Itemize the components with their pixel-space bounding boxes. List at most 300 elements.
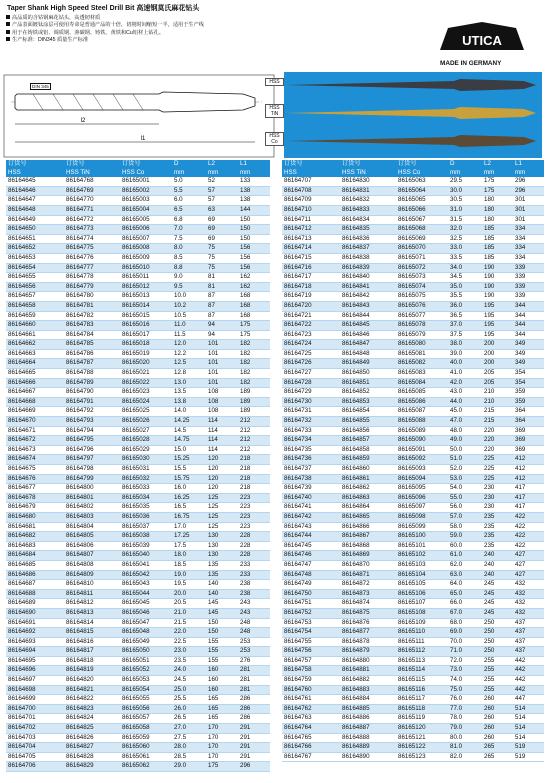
cell-order-co: 86165056 (120, 704, 172, 714)
cell-diameter: 62.0 (448, 560, 482, 570)
cell-order-tin: 86164813 (64, 608, 120, 618)
bullet-square-icon (6, 37, 10, 41)
cell-l1: 339 (513, 263, 544, 273)
cell-l2: 200 (482, 359, 513, 369)
table-row (6, 656, 270, 666)
cell-order-co: 86165008 (120, 244, 172, 254)
cell-order-co: 86165053 (120, 676, 172, 686)
cell-l1: 339 (513, 282, 544, 292)
table-row (6, 618, 270, 628)
cell-l1: 412 (513, 474, 544, 484)
cell-l2: 150 (206, 628, 238, 638)
cell-order-hss: 86164754 (282, 628, 340, 638)
cell-order-co: 86165115 (396, 676, 448, 686)
cell-l2: 145 (206, 599, 238, 609)
cell-order-tin: 86164878 (340, 637, 396, 647)
cell-order-co: 86165120 (396, 724, 448, 734)
cell-l2: 165 (206, 704, 238, 714)
cell-order-hss: 86164658 (6, 301, 64, 311)
cell-order-tin: 86164857 (340, 436, 396, 446)
table-header-row (6, 160, 270, 169)
cell-l1: 442 (513, 666, 544, 676)
cell-order-hss: 86164758 (282, 666, 340, 676)
cell-diameter: 73.0 (448, 666, 482, 676)
cell-l2: 69 (206, 215, 238, 225)
cell-l2: 120 (206, 455, 238, 465)
table-row (282, 388, 544, 398)
cell-order-tin: 86164782 (64, 311, 120, 321)
cell-l2: 69 (206, 225, 238, 235)
cell-order-tin: 86164855 (340, 417, 396, 427)
cell-order-co: 86165033 (120, 484, 172, 494)
cell-order-co: 86165026 (120, 417, 172, 427)
cell-l1: 349 (513, 349, 544, 359)
cell-diameter: 75.0 (448, 685, 482, 695)
cell-order-tin: 86164805 (64, 532, 120, 542)
cell-order-tin: 86164822 (64, 695, 120, 705)
cell-order-hss: 86164686 (6, 570, 64, 580)
cell-l2: 195 (482, 321, 513, 331)
cell-diameter: 8.8 (172, 263, 206, 273)
cell-order-tin: 86164856 (340, 426, 396, 436)
brand-name: UTICA (462, 33, 502, 48)
cell-l2: 230 (482, 503, 513, 513)
table-row (282, 618, 544, 628)
cell-order-co: 86165003 (120, 196, 172, 206)
cell-order-tin: 86164825 (64, 724, 120, 734)
cell-order-hss: 86164711 (282, 215, 340, 225)
cell-diameter: 12.0 (172, 340, 206, 350)
cell-l1: 218 (238, 455, 270, 465)
cell-order-co: 86165122 (396, 743, 448, 753)
cell-l1: 334 (513, 253, 544, 263)
table-row (282, 560, 544, 570)
cell-l2: 235 (482, 541, 513, 551)
table-row (6, 445, 270, 455)
cell-l2: 220 (482, 445, 513, 455)
cell-l1: 437 (513, 628, 544, 638)
table-row (6, 676, 270, 686)
table-row (282, 397, 544, 407)
table-row (282, 359, 544, 369)
cell-l2: 235 (482, 512, 513, 522)
cell-order-tin: 86164889 (340, 743, 396, 753)
table-row (6, 177, 270, 186)
cell-l1: 301 (513, 205, 544, 215)
cell-diameter: 24.5 (172, 676, 206, 686)
cell-order-co: 86165093 (396, 465, 448, 475)
cell-l1: 417 (513, 503, 544, 513)
cell-order-tin: 86164881 (340, 666, 396, 676)
cell-order-tin: 86164861 (340, 474, 396, 484)
cell-order-hss: 86164726 (282, 359, 340, 369)
cell-order-hss: 86164765 (282, 733, 340, 743)
cell-order-tin: 86164807 (64, 551, 120, 561)
cell-l2: 250 (482, 637, 513, 647)
cell-diameter: 17.0 (172, 522, 206, 532)
cell-order-tin: 86164831 (340, 186, 396, 196)
header-l2: L2 (482, 160, 513, 169)
cell-l2: 125 (206, 522, 238, 532)
table-row (6, 273, 270, 283)
cell-l1: 422 (513, 522, 544, 532)
cell-l2: 210 (482, 397, 513, 407)
cell-order-co: 86165102 (396, 551, 448, 561)
cell-l1: 354 (513, 378, 544, 388)
cell-order-hss: 86164753 (282, 618, 340, 628)
cell-order-co: 86165032 (120, 474, 172, 484)
cell-diameter: 79.0 (448, 724, 482, 734)
cell-order-tin: 86164823 (64, 704, 120, 714)
cell-order-co: 86165006 (120, 225, 172, 235)
cell-diameter: 58.0 (448, 522, 482, 532)
cell-l1: 291 (238, 743, 270, 753)
table-row (282, 551, 544, 561)
table-row (6, 580, 270, 590)
cell-diameter: 36.5 (448, 311, 482, 321)
cell-l1: 291 (238, 724, 270, 734)
cell-order-co: 86165086 (396, 397, 448, 407)
cell-diameter: 33.0 (448, 244, 482, 254)
cell-order-co: 86165035 (120, 503, 172, 513)
bit-label-hss: HSS (265, 78, 284, 86)
cell-order-co: 86165079 (396, 330, 448, 340)
cell-l1: 162 (238, 273, 270, 283)
cell-l2: 235 (482, 522, 513, 532)
l2-dimension-label: l2 (80, 118, 86, 124)
cell-diameter: 20.0 (172, 589, 206, 599)
brand-caption: MADE IN GERMANY (440, 60, 502, 67)
table-row (282, 340, 544, 350)
cell-l1: 233 (238, 570, 270, 580)
cell-l1: 334 (513, 234, 544, 244)
table-row (282, 724, 544, 734)
cell-order-hss: 86164657 (6, 292, 64, 302)
cell-l2: 240 (482, 551, 513, 561)
cell-diameter: 25.0 (172, 685, 206, 695)
cell-order-co: 86165094 (396, 474, 448, 484)
header-l2: L2 (206, 160, 238, 169)
cell-l2: 87 (206, 301, 238, 311)
cell-diameter: 55.0 (448, 493, 482, 503)
cell-diameter: 56.0 (448, 503, 482, 513)
cell-order-tin: 86164872 (340, 580, 396, 590)
cell-order-hss: 86164688 (6, 589, 64, 599)
cell-order-tin: 86164842 (340, 292, 396, 302)
cell-order-tin: 86164879 (340, 647, 396, 657)
cell-order-hss: 86164752 (282, 608, 340, 618)
cell-diameter: 70.0 (448, 637, 482, 647)
cell-order-hss: 86164646 (6, 186, 64, 196)
cell-l1: 168 (238, 311, 270, 321)
cell-diameter: 19.0 (172, 570, 206, 580)
cell-order-tin: 86164841 (340, 282, 396, 292)
cell-l2: 170 (206, 724, 238, 734)
cell-diameter: 12.2 (172, 349, 206, 359)
header-order-no-co: 订货号 (396, 160, 448, 169)
table-row (282, 484, 544, 494)
cell-order-co: 86165112 (396, 647, 448, 657)
cell-l1: 228 (238, 532, 270, 542)
table-row (6, 541, 270, 551)
cell-l1: 144 (238, 205, 270, 215)
cell-order-co: 86165030 (120, 455, 172, 465)
cell-l2: 225 (482, 465, 513, 475)
table-row (6, 225, 270, 235)
cell-order-co: 86165058 (120, 724, 172, 734)
cell-order-tin: 86164884 (340, 695, 396, 705)
cell-diameter: 5.0 (172, 177, 206, 186)
cell-order-co: 86165051 (120, 656, 172, 666)
cell-l2: 75 (206, 253, 238, 263)
cell-order-co: 86165007 (120, 234, 172, 244)
cell-l2: 81 (206, 273, 238, 283)
cell-l2: 250 (482, 628, 513, 638)
cell-order-tin: 86164858 (340, 445, 396, 455)
header-diameter: D (172, 160, 206, 169)
cell-order-tin: 86164860 (340, 465, 396, 475)
cell-l1: 427 (513, 570, 544, 580)
cell-l2: 185 (482, 234, 513, 244)
cell-order-hss: 86164756 (282, 647, 340, 657)
table-row (6, 196, 270, 206)
cell-order-hss: 86164736 (282, 455, 340, 465)
table-row (282, 580, 544, 590)
cell-order-hss: 86164660 (6, 321, 64, 331)
cell-order-hss: 86164709 (282, 196, 340, 206)
cell-l2: 190 (482, 263, 513, 273)
cell-order-tin: 86164814 (64, 618, 120, 628)
cell-order-hss: 86164693 (6, 637, 64, 647)
cell-order-hss: 86164741 (282, 503, 340, 513)
cell-order-hss: 86164705 (6, 752, 64, 762)
cell-order-tin: 86164870 (340, 560, 396, 570)
cell-l1: 168 (238, 301, 270, 311)
cell-order-tin: 86164877 (340, 628, 396, 638)
cell-order-co: 86165073 (396, 273, 448, 283)
cell-order-tin: 86164791 (64, 397, 120, 407)
cell-l2: 195 (482, 311, 513, 321)
cell-order-hss: 86164668 (6, 397, 64, 407)
cell-diameter: 30.5 (448, 196, 482, 206)
table-row (6, 560, 270, 570)
table-row (282, 676, 544, 686)
cell-l1: 514 (513, 704, 544, 714)
cell-diameter: 74.0 (448, 676, 482, 686)
cell-order-co: 86165101 (396, 541, 448, 551)
cell-order-hss: 86164742 (282, 512, 340, 522)
cell-l1: 182 (238, 369, 270, 379)
cell-order-hss: 86164735 (282, 445, 340, 455)
cell-l2: 220 (482, 436, 513, 446)
cell-l1: 427 (513, 560, 544, 570)
cell-order-tin: 86164836 (340, 234, 396, 244)
cell-diameter: 72.0 (448, 656, 482, 666)
cell-l1: 276 (238, 656, 270, 666)
cell-order-tin: 86164816 (64, 637, 120, 647)
cell-l2: 175 (482, 177, 513, 186)
cell-order-co: 86165022 (120, 378, 172, 388)
cell-order-hss: 86164706 (6, 762, 64, 772)
cell-l1: 168 (238, 292, 270, 302)
cell-l2: 245 (482, 608, 513, 618)
cell-l1: 369 (513, 436, 544, 446)
cell-order-hss: 86164723 (282, 330, 340, 340)
cell-order-tin: 86164874 (340, 599, 396, 609)
table-row (6, 695, 270, 705)
cell-order-hss: 86164653 (6, 253, 64, 263)
table-row (282, 330, 544, 340)
cell-l1: 339 (513, 273, 544, 283)
cell-l2: 245 (482, 589, 513, 599)
cell-order-tin: 86164871 (340, 570, 396, 580)
cell-diameter: 35.0 (448, 282, 482, 292)
table-row (282, 685, 544, 695)
cell-order-co: 86165060 (120, 743, 172, 753)
cell-l2: 220 (482, 426, 513, 436)
cell-order-hss: 86164704 (6, 743, 64, 753)
cell-order-co: 86165088 (396, 417, 448, 427)
cell-diameter: 26.5 (172, 714, 206, 724)
cell-l2: 114 (206, 445, 238, 455)
cell-order-hss: 86164761 (282, 695, 340, 705)
cell-l1: 150 (238, 215, 270, 225)
cell-order-co: 86165013 (120, 292, 172, 302)
cell-order-tin: 86164812 (64, 599, 120, 609)
table-row (282, 752, 544, 762)
table-row (282, 656, 544, 666)
cell-l2: 200 (482, 340, 513, 350)
cell-order-co: 86165089 (396, 426, 448, 436)
feature-item: 生产标准：DIN345 质量生产标准 (6, 37, 204, 44)
cell-l1: 437 (513, 637, 544, 647)
cell-order-hss: 86164666 (6, 378, 64, 388)
cell-diameter: 6.8 (172, 215, 206, 225)
cell-l2: 180 (482, 215, 513, 225)
cell-l1: 291 (238, 752, 270, 762)
cell-l2: 185 (482, 225, 513, 235)
drill-bit-photos (284, 72, 542, 158)
cell-diameter: 31.5 (448, 215, 482, 225)
table-header-row (6, 169, 270, 178)
cell-l1: 422 (513, 512, 544, 522)
cell-order-co: 86165040 (120, 551, 172, 561)
cell-order-hss: 86164743 (282, 522, 340, 532)
cell-l1: 223 (238, 512, 270, 522)
table-row (6, 704, 270, 714)
cell-order-co: 86165071 (396, 253, 448, 263)
table-row (6, 301, 270, 311)
cell-order-tin: 86164830 (340, 177, 396, 186)
cell-order-hss: 86164672 (6, 436, 64, 446)
cell-order-co: 86165076 (396, 301, 448, 311)
cell-l1: 243 (238, 599, 270, 609)
cell-order-hss: 86164698 (6, 685, 64, 695)
cell-order-co: 86165078 (396, 321, 448, 331)
cell-order-co: 86165099 (396, 522, 448, 532)
table-row (282, 637, 544, 647)
cell-diameter: 15.25 (172, 455, 206, 465)
cell-order-tin: 86164806 (64, 541, 120, 551)
cell-diameter: 29.0 (172, 762, 206, 772)
cell-order-hss: 86164708 (282, 186, 340, 196)
cell-diameter: 64.0 (448, 580, 482, 590)
feature-list (6, 15, 204, 45)
cell-order-co: 86165119 (396, 714, 448, 724)
cell-order-hss: 86164651 (6, 234, 64, 244)
cell-l1: 138 (238, 196, 270, 206)
cell-l2: 260 (482, 695, 513, 705)
cell-l1: 437 (513, 618, 544, 628)
cell-order-tin: 86164777 (64, 263, 120, 273)
cell-order-co: 86165002 (120, 186, 172, 196)
cell-order-tin: 86164803 (64, 512, 120, 522)
cell-l1: 344 (513, 330, 544, 340)
cell-diameter: 6.5 (172, 205, 206, 215)
table-row (6, 599, 270, 609)
cell-order-tin: 86164832 (340, 196, 396, 206)
cell-order-co: 86165107 (396, 599, 448, 609)
cell-order-co: 86165024 (120, 397, 172, 407)
cell-order-co: 86165041 (120, 560, 172, 570)
cell-l2: 190 (482, 273, 513, 283)
cell-order-co: 86165118 (396, 704, 448, 714)
table-row (282, 445, 544, 455)
cell-order-hss: 86164731 (282, 407, 340, 417)
cell-l2: 200 (482, 349, 513, 359)
cell-order-hss: 86164681 (6, 522, 64, 532)
cell-l1: 189 (238, 397, 270, 407)
cell-order-hss: 86164647 (6, 196, 64, 206)
cell-order-tin: 86164796 (64, 445, 120, 455)
cell-l1: 212 (238, 426, 270, 436)
cell-order-tin: 86164811 (64, 589, 120, 599)
cell-l2: 265 (482, 752, 513, 762)
cell-diameter: 17.25 (172, 532, 206, 542)
cell-order-hss: 86164684 (6, 551, 64, 561)
table-row (6, 205, 270, 215)
table-row (6, 244, 270, 254)
cell-l2: 160 (206, 676, 238, 686)
table-row (282, 647, 544, 657)
cell-l1: 218 (238, 484, 270, 494)
cell-order-tin: 86164770 (64, 196, 120, 206)
cell-order-co: 86165083 (396, 369, 448, 379)
cell-order-hss: 86164697 (6, 676, 64, 686)
cell-l1: 162 (238, 282, 270, 292)
cell-order-tin: 86164839 (340, 263, 396, 273)
cell-order-tin: 86164818 (64, 656, 120, 666)
table-row (282, 253, 544, 263)
cell-l1: 349 (513, 359, 544, 369)
table-row (282, 244, 544, 254)
cell-l2: 114 (206, 426, 238, 436)
cell-l2: 180 (482, 196, 513, 206)
cell-order-tin: 86164854 (340, 407, 396, 417)
table-row (6, 378, 270, 388)
cell-diameter: 42.0 (448, 378, 482, 388)
cell-order-hss: 86164676 (6, 474, 64, 484)
table-row (6, 733, 270, 743)
cell-order-hss: 86164677 (6, 484, 64, 494)
cell-l2: 125 (206, 493, 238, 503)
cell-l1: 248 (238, 628, 270, 638)
cell-order-hss: 86164680 (6, 512, 64, 522)
cell-order-co: 86165059 (120, 733, 172, 743)
cell-order-tin: 86164787 (64, 359, 120, 369)
cell-l1: 286 (238, 704, 270, 714)
cell-l1: 447 (513, 695, 544, 705)
